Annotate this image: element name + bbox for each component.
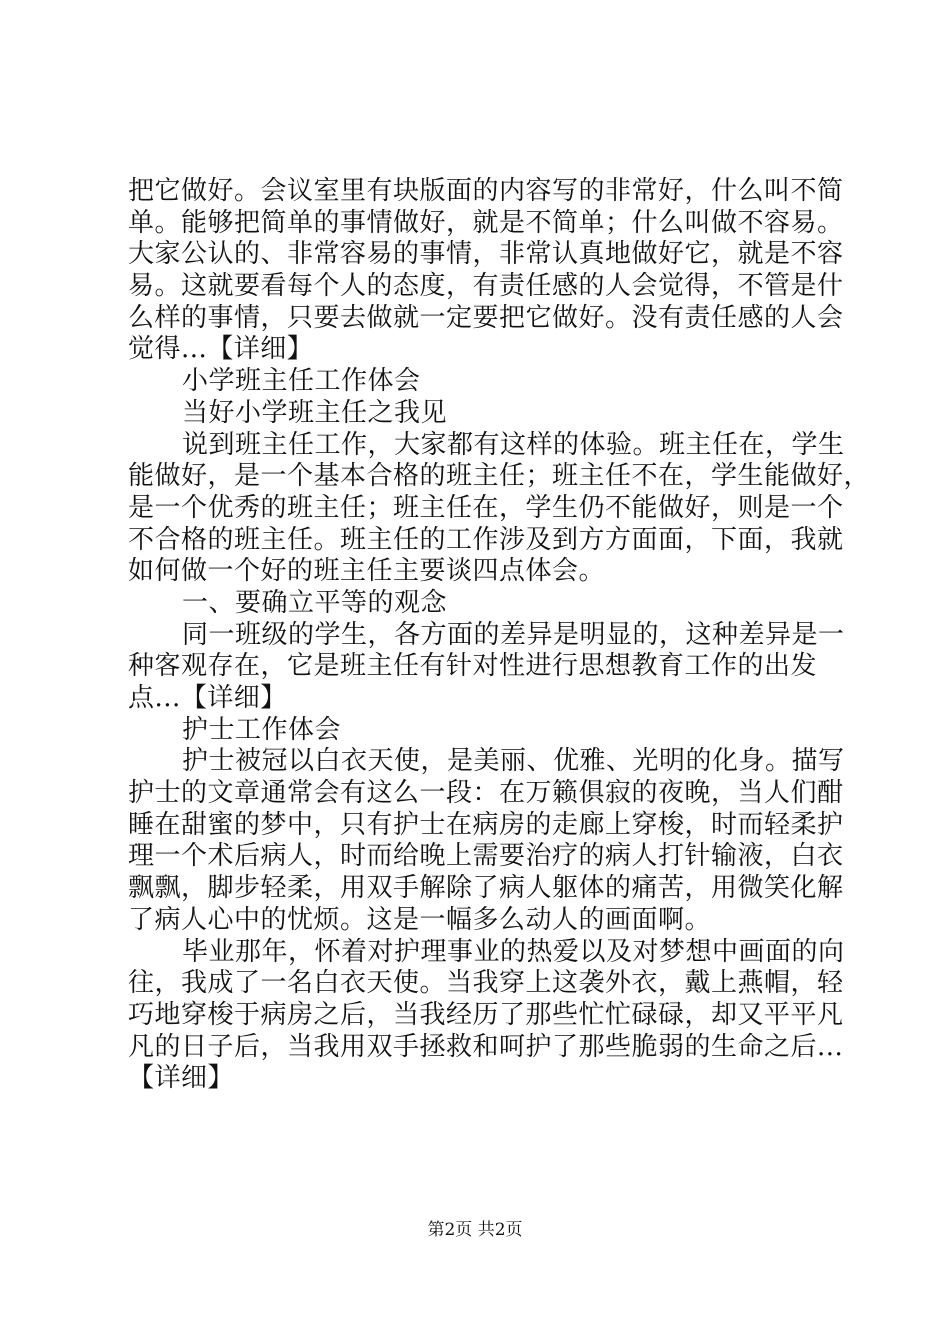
line-text: 如何做一个好的班主任主要谈四点体会。 bbox=[128, 556, 606, 587]
text-line bbox=[128, 334, 832, 366]
line-text: 睡在甜蜜的梦中，只有护士在病房的走廊上穿梭，时而轻柔护 bbox=[128, 809, 844, 840]
text-line bbox=[128, 715, 832, 747]
text-line bbox=[128, 746, 845, 778]
text-line bbox=[128, 778, 844, 810]
text-line bbox=[128, 429, 845, 462]
line-text: 当好小学班主任之我见 bbox=[182, 397, 448, 428]
text-line bbox=[128, 207, 844, 240]
detail-link[interactable]: 【详细】 bbox=[128, 1063, 235, 1094]
line-text: 了病人心中的忧烦。这是一幅多么动人的画面啊。 bbox=[128, 904, 712, 935]
line-text: 种客观存在，它是班主任有针对性进行思想教育工作的出发 bbox=[128, 651, 818, 682]
line-text: 觉得... bbox=[128, 334, 208, 365]
text-line bbox=[128, 302, 844, 335]
text-line bbox=[128, 619, 845, 652]
text-line bbox=[128, 239, 844, 271]
line-text: 飘飘，脚步轻柔，用双手解除了病人躯体的痛苦，用微笑化解 bbox=[128, 873, 844, 904]
text-line bbox=[128, 809, 844, 842]
detail-link[interactable]: 【详细】 bbox=[207, 334, 314, 365]
line-text: 说到班主任工作，大家都有这样的体验。班主任在，学生 bbox=[182, 429, 845, 460]
line-text: 同一班级的学生，各方面的差异是明显的，这种差异是一 bbox=[182, 619, 845, 650]
line-text: 凡的日子后，当我用双手拯救和呵护了那些脆弱的生命之后... bbox=[128, 1031, 844, 1062]
text-line bbox=[128, 873, 844, 905]
line-text: 护士被冠以白衣天使，是美丽、优雅、光明的化身。描写 bbox=[182, 746, 845, 777]
text-line bbox=[128, 651, 832, 683]
line-text: 不合格的班主任。班主任的工作涉及到方方面面，下面，我就 bbox=[128, 524, 844, 555]
line-text: 毕业那年，怀着对护理事业的热爱以及对梦想中画面的向 bbox=[182, 936, 845, 967]
line-text: 往，我成了一名白衣天使。当我穿上这袭外衣，戴上燕帽，轻 bbox=[128, 968, 844, 999]
text-line bbox=[128, 841, 844, 873]
text-line bbox=[128, 683, 832, 715]
detail-link[interactable]: 【详细】 bbox=[180, 683, 287, 713]
document-body bbox=[128, 176, 871, 1095]
text-line bbox=[128, 588, 832, 620]
line-text: 么样的事情，只要去做就一定要把它做好。没有责任感的人会 bbox=[128, 302, 844, 333]
line-text: 单。能够把简单的事情做好，就是不简单；什么叫做不容易。 bbox=[128, 207, 844, 238]
line-text: 点... bbox=[128, 683, 181, 713]
text-line bbox=[128, 492, 844, 525]
text-line bbox=[128, 968, 844, 1000]
line-text: 把它做好。会议室里有块版面的内容写的非常好，什么叫不简 bbox=[128, 176, 844, 206]
text-line bbox=[128, 176, 844, 208]
text-line bbox=[128, 461, 871, 493]
text-line bbox=[128, 936, 845, 969]
text-line bbox=[128, 999, 844, 1032]
line-text: 巧地穿梭于病房之后，当我经历了那些忙忙碌碌，却又平平凡 bbox=[128, 999, 844, 1030]
text-line bbox=[128, 271, 844, 303]
text-line bbox=[128, 398, 832, 430]
line-text: 能做好，是一个基本合格的班主任；班主任不在，学生能做好， bbox=[128, 461, 871, 492]
line-text: 大家公认的、非常容易的事情，非常认真地做好它，就是不容 bbox=[128, 239, 844, 270]
line-text: 护士的文章通常会有这么一段：在万籁俱寂的夜晚，当人们酣 bbox=[128, 778, 844, 809]
text-line bbox=[128, 905, 832, 937]
line-text: 护士工作体会 bbox=[182, 714, 342, 745]
text-line bbox=[128, 524, 844, 557]
line-text: 理一个术后病人，时而给晚上需要治疗的病人打针输液，白衣 bbox=[128, 841, 844, 872]
text-line bbox=[128, 366, 832, 398]
text-line bbox=[128, 1031, 844, 1064]
text-line bbox=[128, 1063, 832, 1095]
line-text: 是一个优秀的班主任；班主任在，学生仍不能做好，则是一个 bbox=[128, 492, 844, 523]
line-text: 易。这就要看每个人的态度，有责任感的人会觉得，不管是什 bbox=[128, 271, 844, 302]
line-text: 一、要确立平等的观念 bbox=[182, 587, 448, 618]
page-footer: 第2页 共2页 bbox=[427, 1220, 523, 1240]
line-text: 小学班主任工作体会 bbox=[182, 366, 421, 397]
text-line bbox=[128, 556, 832, 588]
